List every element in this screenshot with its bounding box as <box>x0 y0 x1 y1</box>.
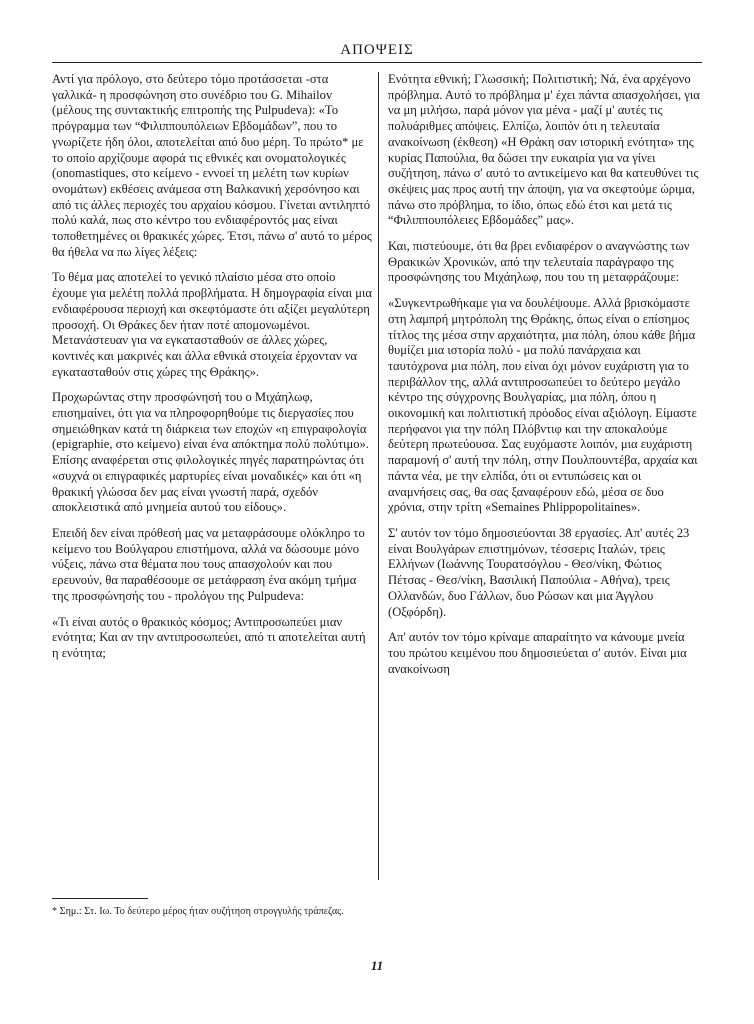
paragraph: «Τι είναι αυτός ο θρακικός κόσμος; Αντιπροσωπεύει μιαν ενότητα; Και αν την αντιπροσωπεύει, από τι αποτελείται αυτή η ενότητα; <box>52 614 366 660</box>
page-number: 11 <box>370 958 384 973</box>
paragraph: Προχωρώντας στην προσφώνησή του ο Μιχάηλωφ, επισημαίνει, ότι για να πληροφορηθούμε τις διεργασίες που σημειώθηκαν κατά τη διάρκεια των εποχών «η επιγραφολογία (epigraphie, στο κείμενο) είναι ένα απόκτημα πολύ πολύτιμο». Επίσης αναφέρεται στις φιλολογικές πηγές παρατηρώντας ότι «συχνά οι επιγραφικές μαρτυρίες είναι μοναδικές» και ότι «η θρακική γλώσσα δεν μας είναι γνωστή παρά, σχεδόν αποκλειστικά από μνημεία αυτού του είδους». <box>52 390 369 515</box>
paragraph: Και, πιστεύουμε, ότι θα βρει ενδιαφέρον ο αναγνώστης των Θρακικών Χρονικών, από την τελευταία παράγραφο της προσφώνησης του Μιχάηλωφ, που του τη μεταφράζουμε: <box>388 239 690 285</box>
paragraph: «Συγκεντρωθήκαμε για να δουλέψουμε. Αλλά βρισκόμαστε στη λαμπρή μητρόπολη της Θράκης, όπως είναι ο επίσημος τίτλος της μέσα στην αρχαιότητα, μια πόλη, όπου κάθε βήμα θυμίζει μια ιστορία πολύ - μα πολύ πανάρχαια και ταυτόχρονα μια πόλη, που είναι όχι μόνον ευχάριστη για το περιβάλλον της, αλλά αντιπροσωπεύει το δεύτερο μεγάλο κέντρο της σύγχρονης Βουλγαρίας, μια πόλη, όπου η οικονομική και πολιτιστική πρόοδος είναι αξιόλογη. Είμαστε περήφανοι για την πόλη Πλόβντιφ και την αποκαλούμε δεύτερη πρωτεύουσα. Σας ευχόμαστε λοιπόν, μια ευχάριστη παραμονή σ' αυτή την πόλη, στην Πουλπουντέβα, αρχαία και πάντα νέα, με την ελπίδα, ότι οι εντυπώσεις και οι αναμνήσεις σας, θα σας ξαναφέρουν εδώ, μέσα σε δυο χρόνια, στην τρίτη «Semaines Phlippopolitaines». <box>388 296 698 515</box>
paragraph: Το θέμα μας αποτελεί το γενικό πλαίσιο μέσα στο οποίο έχουμε για μελέτη πολλά προβλήματα. Η δημογραφία είναι μια ενδιαφέρουσα περιοχή και σκεφτόμαστε ότι αξίζει μεγαλύτερη προσοχή. Οι Θράκες δεν ήταν ποτέ απομονωμένοι. Μετανάστευαν για να εγκατασταθούν σε άλλες χώρες, κοντινές και μακρινές και άλλα εθνικά στοιχεία έρχονταν να εγκατασταθούν στις χώρες της Θράκης». <box>52 270 373 379</box>
footnote-divider <box>52 898 148 899</box>
footnote: * Σημ.: Στ. Ιω. Το δεύτερο μέρος ήταν συζήτηση στρογγυλής τράπεζας. <box>52 906 344 917</box>
paragraph: Αντί για πρόλογο, στο δεύτερο τόμο προτάσσεται -στα γαλλικά- η προσφώνηση στο συνέδριο του G. Mihailov (μέλους της συντακτικής επιτροπής της Pulpudeva): «Το πρόγραμμα των “Φιλιππουπόλειων Εβδομάδων”, που το γνωρίζετε ήδη όλοι, αποτελείται από δυο μέρη. Το πρώτο* με το οποίο αρχίζουμε αφορά τις εθνικές και ονοματολογικές (onomastiques, στο κείμενο - εννοεί τη μελέτη των κυρίων ονομάτων) εκθέσεις ανάμεσα στη Βαλκανική χερσόνησο και από τις άλλες περιοχές του αρχαίου κόσμου. Γίνεται αντιληπτό πολύ καλά, πως στο κέντρο του ενδιαφέροντός μας είναι τοποθετημένες οι θρακικές χώρες. Έτσι, πάνω σ' αυτό το μέρος θα ήθελα να πω λίγες λέξεις: <box>52 72 372 259</box>
right-column <box>388 72 700 687</box>
header-title: ΑΠΟΨΕΙΣ <box>340 42 414 58</box>
paragraph: Σ' αυτόν τον τόμο δημοσιεύονται 38 εργασίες. Απ' αυτές 23 είναι Βουλγάρων επιστημόνων, τέσσερις Ιταλών, τρεις Ελλήνων (Ιωάννης Τουρατσόγλου - Θεσ/νίκη, Φώτιος Πέτσας - Θεσ/νίκη, Βασιλική Παπούλια - Αθήνα), τρεις Ολλανδών, δυο Γάλλων, δυο Ρώσων και μια Άγγλου (Οξφόρδη). <box>388 525 690 619</box>
paragraph: Ενότητα εθνική; Γλωσσική; Πολιτιστική; Νά, ένα αρχέγονο πρόβλημα. Αυτό το πρόβλημα μ' έχει πάντα απασχολήσει, για να μη μιλήσω, παρά μόνον για μένα - μαζί μ' αυτές τις πολυάριθμες απόψεις. Ελπίζω, λοιπόν ότι η τελευταία ανακοίνωση (έκθεση) «Η Θράκη σαν ιστορική ενότητα» της κυρίας Παπούλια, θα δώσει την ευκαιρία για να γίνει συζήτηση, πάνω σ' αυτό το αντικείμενο και θα κατευθύνει τις σκέψεις μας προς αυτή την άποψη, για να σκεφτούμε ώριμα, πάνω στο πρόβλημα, το ίδιο, όπως εδώ έτσι και μετά τις “Φιλιππουπόλειες Εβδομάδες” μας». <box>388 72 700 228</box>
left-column <box>52 72 379 880</box>
paragraph: Επειδή δεν είναι πρόθεσή μας να μεταφράσουμε ολόκληρο το κείμενο του Βούλγαρου επιστήμονα, αλλά να δώσουμε μόνο νύξεις, πάνω στα θέματα που τους απασχολούν και που ερευνούν, θα παραθέσουμε σε μετάφραση ένα ακόμη τμήμα της προσφώνησής του - προλόγου της Pulpudeva: <box>52 525 365 603</box>
paragraph: Απ' αυτόν τον τόμο κρίναμε απαραίτητο να κάνουμε μνεία του πρώτου κειμένου που δημοσιεύεται σ' αυτόν. Είναι μια ανακοίνωση <box>388 630 687 676</box>
running-header <box>52 40 702 63</box>
